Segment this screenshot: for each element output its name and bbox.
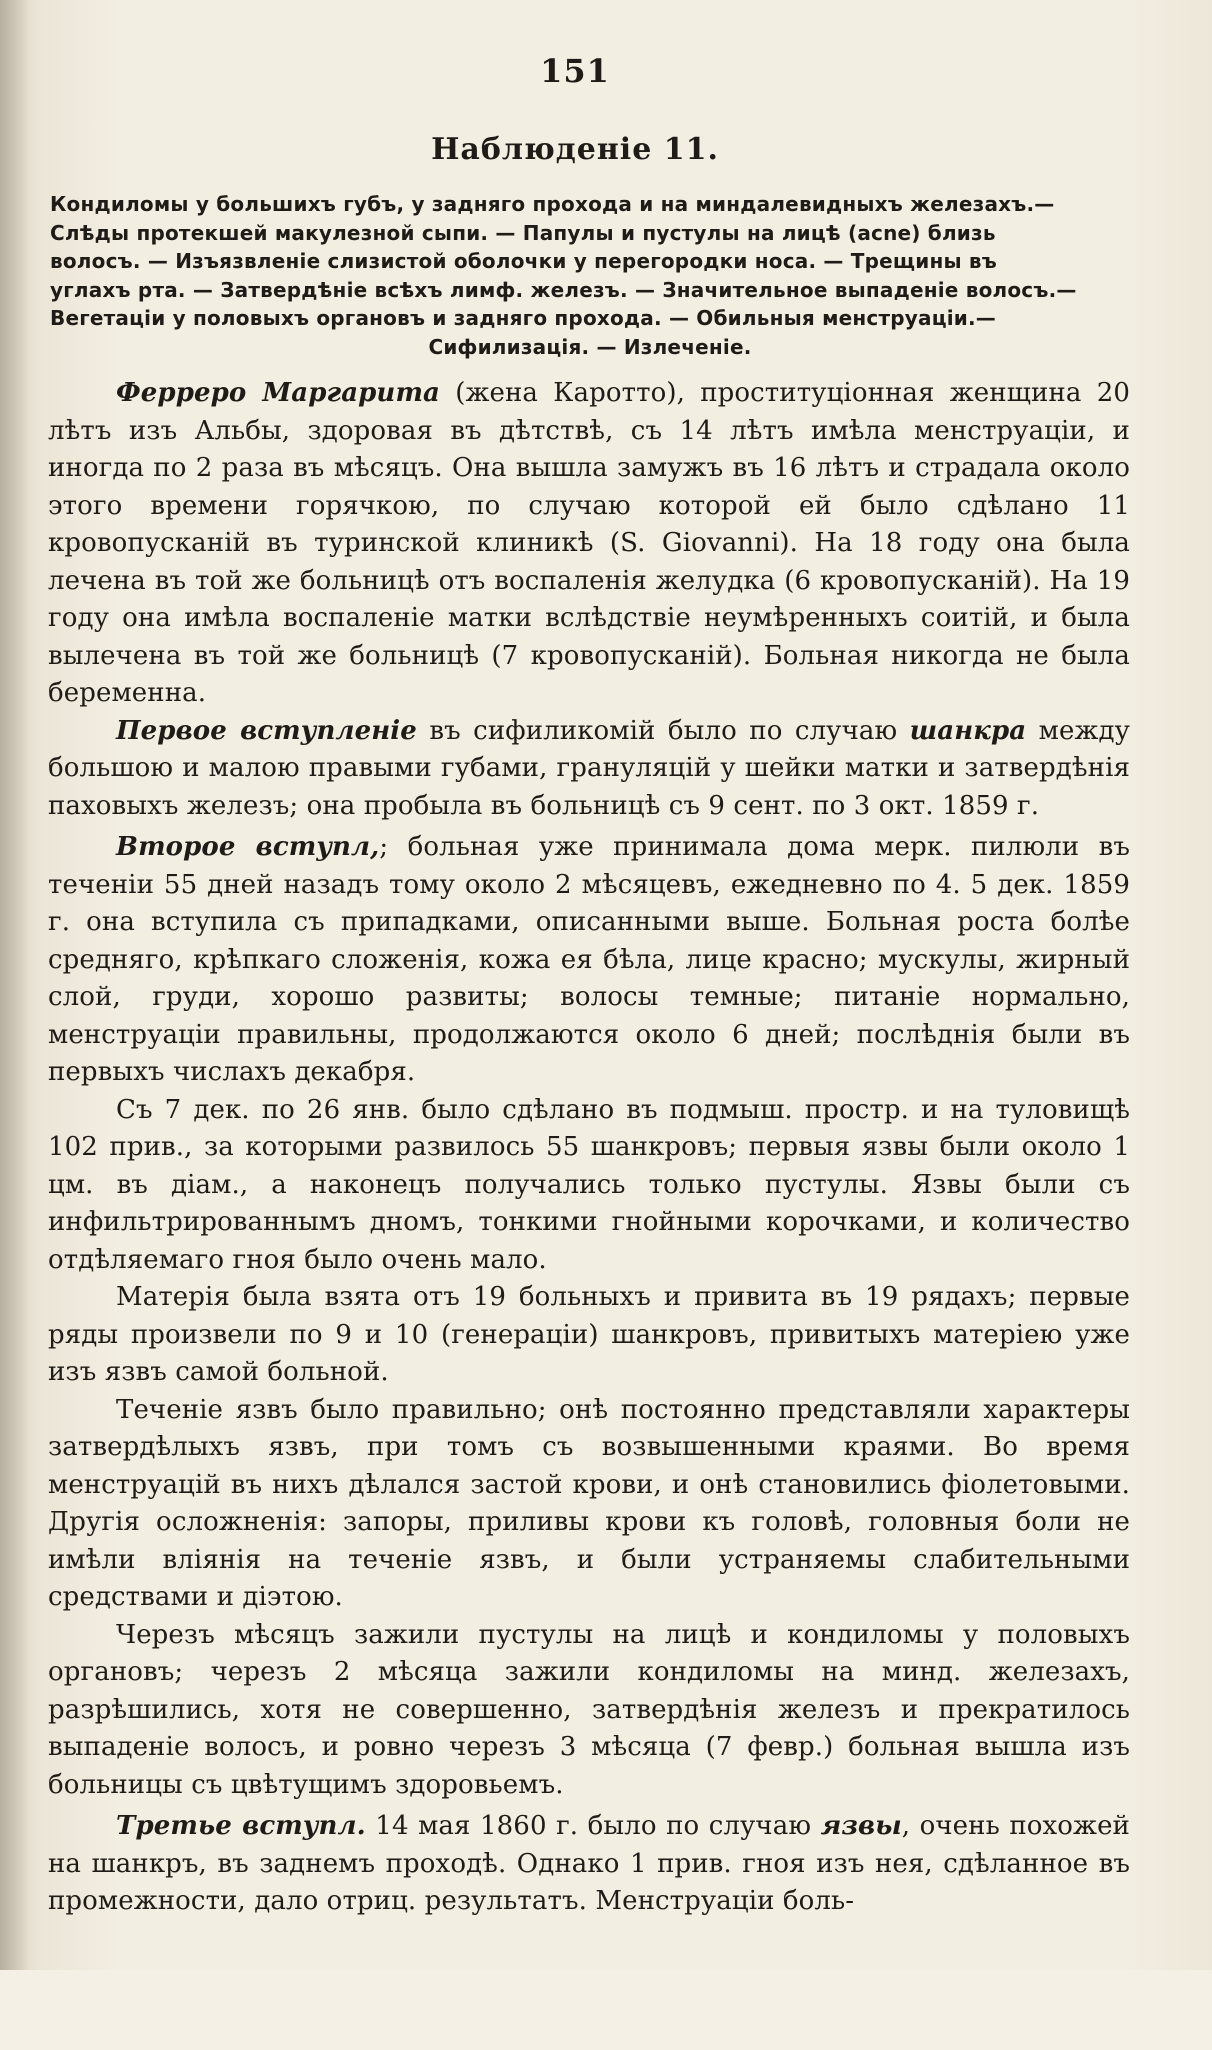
observation-heading: Наблюденіе 11. [431, 132, 719, 167]
observation-summary [50, 190, 1130, 361]
paragraph-text: 14 мая 1860 г. было по случаю [365, 1811, 821, 1841]
binding-shadow [0, 0, 30, 2050]
paragraph-third-admission [48, 1808, 1130, 1921]
summary-line: углахъ рта. — Затвердѣніе всѣхъ лимф. железъ. — Значительное выпаденіе волосъ.— [50, 277, 1077, 302]
paragraph-text: (жена Каротто), проституціонная женщина 20 лѣтъ изъ Альбы, здоровая въ дѣтствѣ, съ 14 лѣтъ имѣла менструаціи, и иногда по 2 раза въ мѣсяцъ. Она вышла замужъ въ 16 лѣтъ и страдала около этого времени горячкою, по случаю которой ей было сдѣлано 11 кровопусканій въ туринской клиникѣ (S. Giovanni). На 18 году она была лечена въ той же больницѣ отъ воспаленія желудка (6 кровопусканій). На 19 году она имѣла воспаленіе матки вслѣдствіе неумѣренныхъ соитій, и была вылечена въ той же больницѣ (7 кровопусканій). Больная никогда не была беременна. [48, 378, 1130, 708]
paragraph-second-admission [48, 829, 1130, 1092]
paragraph-course: Теченіе язвъ было правильно; онѣ постоянно представляли характеры затвердѣлыхъ язвъ, при томъ съ возвышенными краями. Во время менструацій въ нихъ дѣлался застой крови, и онѣ становились фіолетовыми. Другія осложненія: запоры, приливы крови къ головѣ, головныя боли не имѣли вліянія на теченіе язвъ, и были устраняемы слабительными средствами и діэтою. [48, 1394, 1130, 1612]
paragraph-emphasis: язвы [820, 1811, 902, 1841]
paragraph-lead: Второе вступл, [116, 832, 380, 862]
bottom-margin [0, 1970, 1212, 2050]
paragraph-emphasis: шанкра [909, 715, 1027, 746]
summary-line: Кондиломы у большихъ губъ, у задняго прохода и на миндалевидныхъ железахъ.— [50, 192, 1055, 216]
summary-line: волосъ. — Изъязвленіе слизистой оболочки у перегородки носа. — Трещины въ [50, 249, 997, 273]
paragraph-recovery: Черезъ мѣсяцъ зажили пустулы на лицѣ и кондиломы у половыхъ органовъ; черезъ 2 мѣсяца зажили кондиломы на минд. железахъ, разрѣшились, хотя не совершенно, затвердѣнія железъ и прекратилось выпаденіе волосъ, и ровно черезъ 3 мѣсяца (7 февр.) больная вышла изъ больницы съ цвѣтущимъ здоровьемъ. [48, 1619, 1130, 1800]
summary-line: Вегетаціи у половыхъ органовъ и задняго прохода. — Обильныя менструаціи.— [50, 306, 997, 330]
paragraph-lead: Первое вступленіе [116, 715, 417, 746]
paragraph-patient-history [48, 375, 1130, 713]
paragraph-text: ; больная уже принимала дома мерк. пилюли въ теченіи 55 дней назадъ тому около 2 мѣсяцевъ, ежедневно по 4. 5 дек. 1859 г. она вступила съ припадками, описанными выше. Больная роста болѣе средняго, крѣпкаго сложенія, кожа ея бѣла, лице красно; мускулы, жирный слой, груди, хорошо развиты; волосы темные; питаніе нормально, менструаціи правильны, продолжаются около 6 дней; послѣднія были въ первыхъ числахъ декабря. [48, 832, 1130, 1087]
paragraph-text: между большою и малою правыми губами, грануляцій у шейки матки и затвердѣнія паховыхъ железъ; она пробыла въ больницѣ съ 9 сент. по 3 окт. 1859 г. [48, 715, 1130, 821]
page-number: 151 [540, 52, 610, 90]
paragraph-inoculations: Съ 7 дек. по 26 янв. было сдѣлано въ подмыш. простр. и на туловищѣ 102 прив., за которыми развилось 55 шанкровъ; первыя язвы были около 1 цм. въ діам., а наконецъ получались только пустулы. Язвы были съ инфильтрированнымъ дномъ, тонкими гнойными корочками, и количество отдѣляемаго гноя было очень мало. [48, 1094, 1130, 1275]
paragraph-text: въ сифиликомій было по случаю [416, 715, 910, 746]
summary-line: Сифилизація. — Излеченіе. [428, 334, 752, 359]
paragraph-matter: Матерія была взята отъ 19 больныхъ и привита въ 19 рядахъ; первые ряды произвели по 9 и 10 (генераціи) шанкровъ, привитыхъ матеріею уже изъ язвъ самой больной. [48, 1282, 1130, 1387]
summary-line: Слѣды протекшей макулезной сыпи. — Папулы и пустулы на лицѣ (acne) близь [50, 220, 996, 245]
paragraph-text: , очень похожей на шанкръ, въ заднемъ проходѣ. Однако 1 прив. гноя изъ нея, сдѣланное въ промежности, дало отриц. результатъ. Менструаціи боль- [48, 1811, 1130, 1916]
body-text [48, 375, 1130, 1921]
paragraph-first-admission [48, 713, 1130, 826]
paragraph-lead: Третье вступл. [116, 1811, 366, 1841]
patient-name: Ферреро Маргарита [116, 378, 440, 408]
